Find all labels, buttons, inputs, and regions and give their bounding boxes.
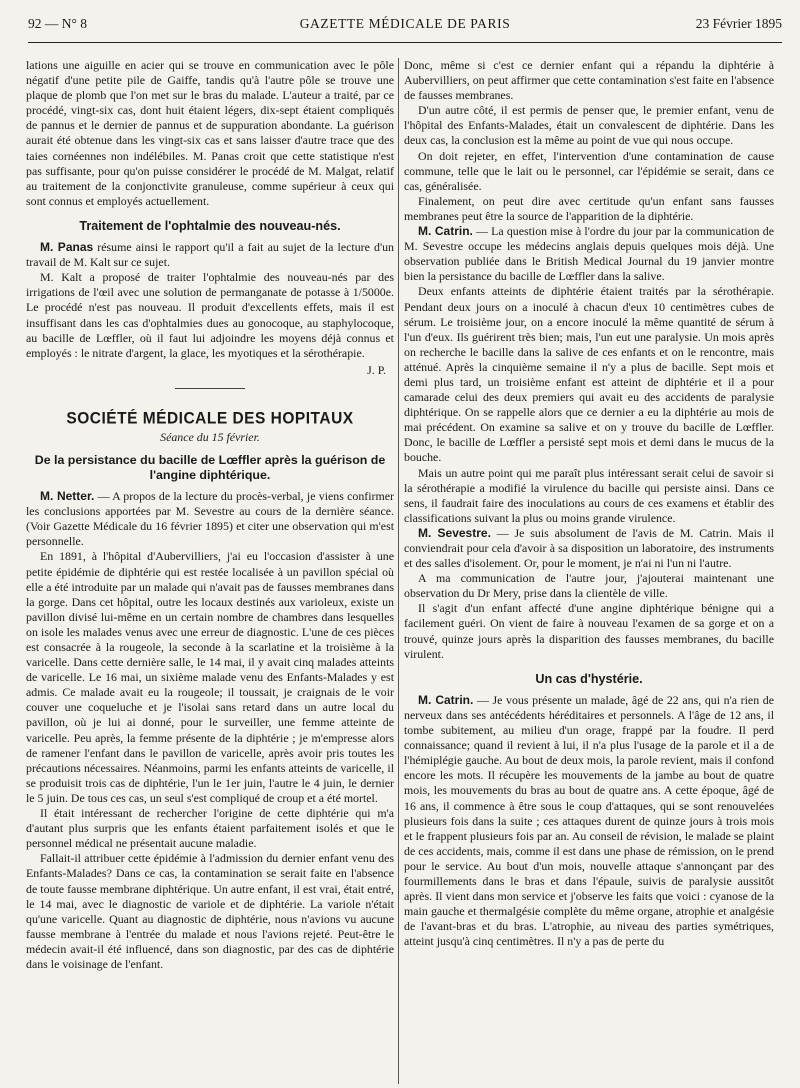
paragraph: Fallait-il attribuer cette épidémie à l'admission du dernier enfant venu des Enfants-Malades? Dans ce cas, la contamination se serait faite en l'absence de toute fausse membrane diphtérique. Un autre enfant, il est vrai, était entré, le 14 mai, avec le diagnostic de variole et de diphtérie. La variole n'était qu'une varicelle. Quant au diagnostic de diphtérie, nous n'avions vu aucune fausse membrane à l'entrée du malade et nous l'avions rejeté. Peut-être le médecin avait-il été influencé, dans son diagnostic, par des cas de diphtérie dans le voisinage de l'enfant. [26,851,394,971]
society-heading: SOCIÉTÉ MÉDICALE DES HOPITAUX [66,409,354,428]
paragraph: M. Kalt a proposé de traiter l'ophtalmie des nouveau-nés par des irrigations de l'œil avec une solution de permanganate de potasse à 1/5000e. Le procédé n'est pas nouveau. Il produit d'excellents effets, mais il est insuffisant dans les cas d'ophtalmies dues au gonocoque, au staphylocoque, au bacille de Lœffler, où il faut lui adjoindre les moyens déjà connus et employés : le nitrate d'argent, la glace, les myotiques et la sérothérapie. [26,270,394,360]
paragraph-text: — Je vous présente un malade, âgé de 22 ans, qui n'a rien de nerveux dans ses antécédents héréditaires et personnels. A l'âge de 12 ans, il tombe subitement, au milieu d'un orage, frappé par la foudre. Il perd connaissance; quand il revient à lui, il n'a plus l'usage de la parole et il a de l'hémiplégie gauche. Au bout de deux mois, la parole revient, mais il confond encore les mots. Il récupère les mouvements de la jambe au bout de quatre mois, les mouvements du bras au bout de quatre ans. A cette époque, âgé de 16 ans, il commence à être sous le coup d'attaques, qui se sont renouvelées plusieurs fois dans la suite ; ces attaques durent de quinze jours à trois mois et le frappent plusieurs fois par an. Au conseil de révision, le malade se plaint de ces accidents, mais, comme il est dans une phase de rémission, on le prend pour le service. Au bout d'un mois, nouvelle attaque s'annonçant par des fourmillements dans le bras et dans l'épaule, suivis de paralysie aussitôt après. Il vient dans mon service et j'observe les faits que voici : cyanose de la main gauche et thermalgésie complète du même organe, atrophie et analgésie de l'avant-bras et du bras. L'atrophie, au niveau des parties symétriques, atteint jusqu'à cinq centimètres. Il n'y a pas de perte du [404,692,774,949]
paragraph: lations une aiguille en acier qui se trouve en communication avec le pôle négatif d'une petite pile de Gaiffe, tandis qu'à l'autre pôle se trouve une plaque de plomb que l'on met sur le bras du malade. L'auteur a traité, par ce procédé, vingt-six cas, dont huit étaient légers, dix-sept étaient compliqués de pannus et le dernier de pannus et de suppuration abondante. La guérison aurait été obtenue dans les vingt-six cas et sans laisser d'autre trace que des taies cornéennes non indélébiles. M. Panas croit que cette statistique n'est pas suffisante, pour qu'on puisse considérer le procédé de M. Malgat, relatif au traitement de la conjonctivite granuleuse, comme supérieur à ceux qui sont connus et employés actuellement. [26,58,394,208]
journal-title: GAZETTE MÉDICALE DE PARIS [299,16,511,31]
speaker-name: M. Sevestre. [418,525,491,540]
issue-date: 23 Février 1895 [695,16,782,31]
paragraph: Finalement, on peut dire avec certitude qu'un enfant sans fausses membranes peut être la source de l'apparition de la diphtérie. [404,193,774,223]
article-heading: De la persistance du bacille de Lœffler après la guérison de l'angine diphtérique. [34,453,386,483]
page-header [28,12,782,43]
paragraph [404,693,774,950]
speaker-name: M. Panas [40,240,94,255]
paragraph: Mais un autre point qui me paraît plus intéressant serait celui de savoir si la sérothérapie a modifié la virulence du bacille qui persiste ainsi. Dans ce sens, il faudrait faire des inoculations au cours de ces examens et établir des classifications suivant la plus ou moins grande virulence. [404,465,774,525]
paragraph-text: — A propos de la lecture du procès-verbal, je viens confirmer les conclusions apportées par M. Sevestre au cours de la dernière séance. (Voir Gazette Médicale du 16 février 1895) et citer une observation qui m'est personnelle. [26,489,394,549]
page-number: 92 — N° 8 [28,16,88,31]
paragraph: Deux enfants atteints de diphtérie étaient traités par la sérothérapie. Pendant deux jours on a inoculé à chacun d'eux 10 centimètres cubes de sérum. Le troisième jour, on a encore inoculé la même quantité de sérum à l'un d'eux. Ils guérirent très bien; mais, l'un eut une paralysie. Un mois après on recherche le bacille dans la salive de ces enfants et on le rencontre, mais atténué. Après la cinquième semaine il n'y a plus de bacille. Sept mois et demi plus tard, un troisième enfant est atteint de diphtérie et il a pour camarade celui des deux premiers qui avait eu des accidents de paralysie diphtérique. On se rappelle alors que ce dernier a eu la diphtérie au mois de mai précédent. On examine sa salive et on y trouve du bacille de Lœffler. Donc, le bacille de Lœffler a persisté sept mois et demi dans le mucus de la bouche. [404,284,774,465]
column-divider [398,58,399,1084]
paragraph [404,526,774,571]
left-column [26,58,394,1082]
paragraph: Il était intéressant de rechercher l'origine de cette diphtérie qui m'a d'autant plus surpris que les enfants étaient parfaitement isolés et que le personnel médical ne présentait aucune maladie. [26,806,394,851]
paragraph-text: — La question mise à l'ordre du jour par la communication de M. Sevestre occupe les médecins anglais depuis quelques mois déjà. Une observation publiée dans le British Medical Journal du 19 janvier montre bien la persistance du bacille de Lœffler dans la salive. [404,224,774,284]
paragraph-text: — Je suis absolument de l'avis de M. Catrin. Mais il conviendrait pour cela d'avoir à sa disposition un laboratoire, des instruments et des salles d'isolement. Or, pour le moment, je n'ai ni l'un ni l'autre. [404,525,774,571]
section-heading: Traitement de l'ophtalmie des nouveau-nés. [79,218,341,233]
paragraph: A ma communication de l'autre jour, j'ajouterai maintenant une observation du Dr Mery, prise dans la clientèle de ville. [404,571,774,601]
separator-rule [175,388,245,389]
paragraph: On doit rejeter, en effet, l'intervention d'une contamination de cause commune, telle que le lait ou le personnel, car l'épidémie se serait, dans ce cas, généralisée. [404,148,774,193]
session-date: Séance du 15 février. [160,429,260,444]
paragraph: D'un autre côté, il est permis de penser que, le premier enfant, venu de l'hôpital des Enfants-Malades, était un convalescent de diphtérie. Dans les deux cas, la conclusion est la même au point de vue qui nous occupe. [404,103,774,148]
paragraph: Il s'agit d'un enfant affecté d'une angine diphtérique bénigne qui a facilement guéri. On vient de faire à nouveau l'examen de sa gorge et on a trouvé, quinze jours après la disparition des fausses membranes, du bacille virulent. [404,601,774,661]
paragraph [404,224,774,284]
speaker-name: M. Catrin. [418,692,474,707]
paragraph: Donc, même si c'est ce dernier enfant qui a répandu la diphtérie à Aubervilliers, on peut affirmer que cette contamination s'est faite en l'absence de fausses membranes. [404,58,774,103]
paragraph [26,489,394,549]
section-heading: Un cas d'hystérie. [535,671,643,686]
paragraph-text: résume ainsi le rapport qu'il a fait au sujet de la lecture d'un travail de M. Kalt sur ce sujet. [26,240,394,270]
speaker-name: M. Netter. [40,489,95,504]
paragraph: En 1891, à l'hôpital d'Aubervilliers, j'ai eu l'occasion d'assister à une petite épidémie de diphtérie qui est restée localisée à un pavillon spécial où elle a été introduite par un malade qui n'avait pas de fausses membranes dans la gorge. Dans cet hôpital, outre les locaux destinés aux varioleux, existe un pavillon divisé lui-même en un certain nombre de chambres dans lesquelles on isole les malades venus avec une erreur de diagnostic. L'une de ces pièces est consacrée à la rougeole, la seconde à la scarlatine et la troisième à la varicelle. Dans cette dernière salle, le 14 mai, il y avait cinq malades atteints de varicelle. Le 16 mai, un sixième malade venu des Enfants-Malades y est admis. Ce malade avait eu la rougeole; il toussait, je craignais de le voir couver une coqueluche et je l'isolai sans retard dans un autre local du pavillon, où je lui ai donné, pour le surveiller, une femme atteinte de varicelle. Peu après, la femme présente de la diphtérie ; je m'empresse alors de ramener l'enfant dans le pavillon de varicelle, après avoir pris toutes les précautions nécessaires. Néanmoins, parmi les enfants atteints de varicelle, il se produisit trois cas de diphtérie, l'un le 1er juin, l'autre le 4 juin, le dernier le 5 juin. De tous ces cas, un seul s'est compliqué de croup et a été mortel. [26,549,394,805]
author-signature: J. P. [367,362,386,377]
right-column [404,58,774,1082]
paragraph [26,240,394,270]
speaker-name: M. Catrin. [418,224,473,239]
